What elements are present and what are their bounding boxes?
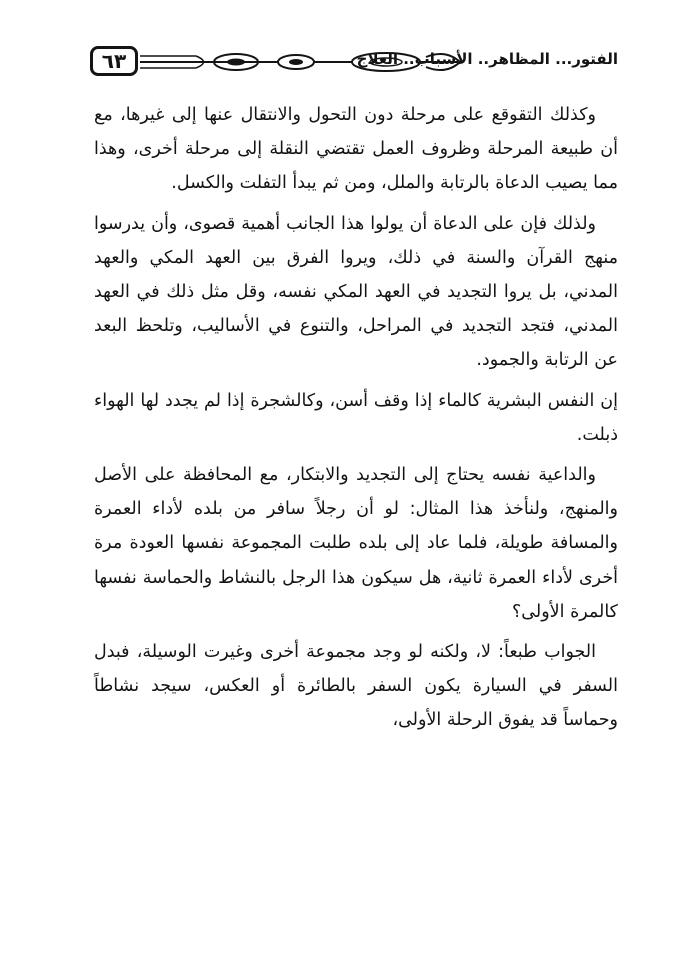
running-title: الفتور... المظاهر.. الأسباب.. العلاج (356, 50, 618, 68)
page-number: ٦٣ (90, 46, 138, 76)
page-body (94, 98, 618, 744)
page-header (90, 44, 618, 82)
paragraph: الجواب طبعاً: لا، ولكنه لو وجد مجموعة أخرى وغيرت الوسيلة، فبدل السفر في السيارة يكون السفر بالطائرة أو العكس، سيجد نشاطاً وحماساً قد يفوق الرحلة الأولى، (94, 642, 618, 731)
paragraph: إن النفس البشرية كالماء إذا وقف أسن، وكالشجرة إذا لم يجدد لها الهواء ذبلت. (94, 390, 618, 445)
paragraph: وكذلك التقوقع على مرحلة دون التحول والانتقال عنها إلى غيرها، مع أن طبيعة المرحلة وظروف العمل تقتضي النقلة إلى مرحلة أخرى، وهذا مما يصيب الدعاة بالرتابة والملل، ومن ثم يبدأ التفلت والكسل. (94, 105, 618, 194)
paragraph: ولذلك فإن على الدعاة أن يولوا هذا الجانب أهمية قصوى، وأن يدرسوا منهج القرآن والسنة في ذلك، ويروا الفرق بين العهد المكي والعهد المدني، بل يروا التجديد في العهد المكي نفسه، وقل مثل ذلك في العهد المدني، فتجد التجديد في المراحل، والتنوع في الأساليب، وتلحظ البعد عن الرتابة والجمود. (94, 213, 618, 371)
paragraph: والداعية نفسه يحتاج إلى التجديد والابتكار، مع المحافظة على الأصل والمنهج، ولنأخذ هذا المثال: لو أن رجلاً سافر من بلده لأداء العمرة والمسافة طويلة، فلما عاد إلى بلده طلبت المجموعة نفسها العودة مرة أخرى لأداء العمرة ثانية، هل سيكون هذا الرجل بالنشاط والحماسة نفسها كالمرة الأولى؟ (94, 465, 618, 622)
